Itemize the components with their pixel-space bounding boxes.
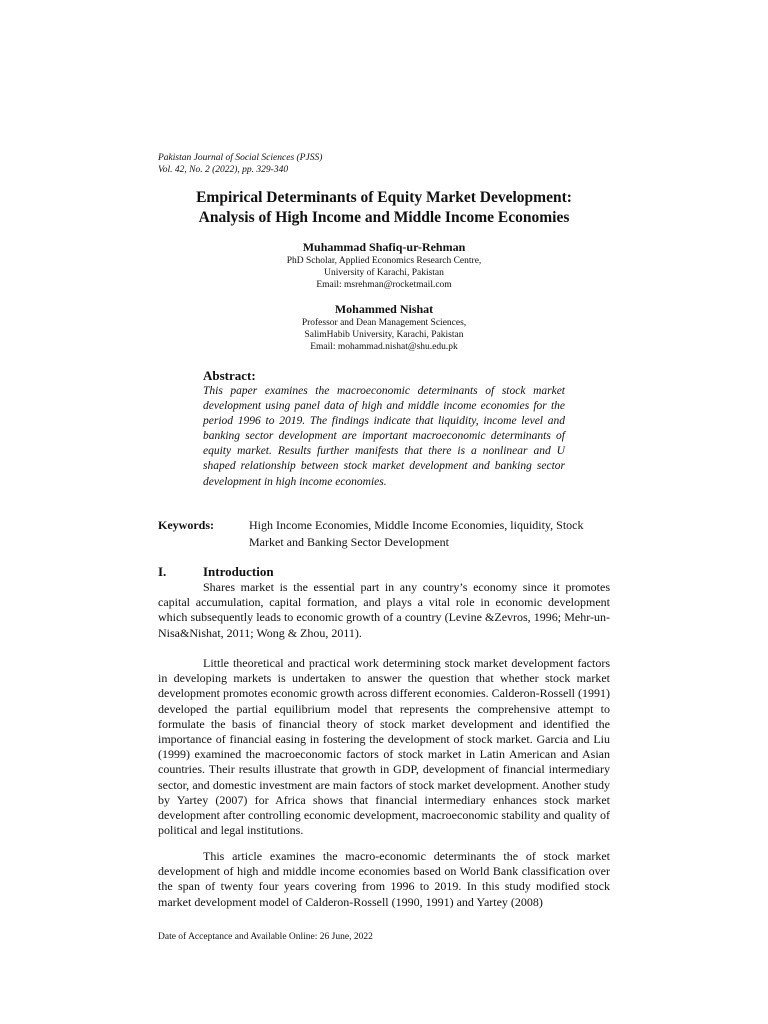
abstract-heading: Abstract: <box>203 368 256 383</box>
journal-volume: Vol. 42, No. 2 (2022), pp. 329-340 <box>158 165 289 175</box>
paper-title <box>120 188 648 228</box>
keywords-text: High Income Economies, Middle Income Economies, liquidity, Stock Market and Banking Sector Development <box>249 518 584 549</box>
body-paragraph: Shares market is the essential part in any country’s economy since it promotes capital accumulation, capital formation, and plays a vital role in economic development which subsequently leads to economic growth of a country (Levine &Zevros, 1996; Mehr-un-Nisa&Nishat, 2011; Wong & Zhou, 2011). <box>158 580 610 640</box>
body-paragraph: Little theoretical and practical work determining stock market development factors in developing markets is undertaken to answer the question that whether stock market development promotes economic growth across different economies. Calderon-Rossell (1991) developed the partial equilibrium model that represents the comprehensive attempt to formulate the basis of financial theory of stock market development and identified the importance of financial easing in fostering the development of stock market. Garcia and Liu (1999) examined the macroeconomic factors of stock market in Latin American and Asian countries. Their results illustrate that growth in GDP, development of financial intermediary sector, and domestic investment are main factors of stock market development. Another study by Yartey (2007) for Africa shows that financial intermediary enhances stock market development after controlling economic development, macroeconomic stability and quality of political and legal institutions. <box>158 656 610 838</box>
author-block-1 <box>170 240 598 291</box>
body-paragraph: This article examines the macro-economic determinants the of stock market development of high and middle income economies based on World Bank classification over the span of twenty four years covering from 1996 to 2019. In this study modified stock market development model of Calderon-Rossell (1990, 1991) and Yartey (2008) <box>158 849 610 909</box>
abstract <box>203 368 565 490</box>
section-title: Introduction <box>203 564 274 579</box>
author-affiliation: PhD Scholar, Applied Economics Research Centre, <box>286 256 482 266</box>
abstract-text: This paper examines the macroeconomic determinants of stock market development using panel data of high and middle income economies for the period 1996 to 2019. The findings indicate that liquidity, income level and banking sector development are important macroeconomic determinants of equity market. Results further manifests that there is a nonlinear and U shaped relationship between stock market development and banking sector development in high income economies. <box>203 385 565 488</box>
journal-header <box>158 152 322 176</box>
author-email: Email: msrehman@rocketmail.com <box>316 280 452 290</box>
keywords-label: Keywords: <box>158 518 214 532</box>
journal-name: Pakistan Journal of Social Sciences (PJSS) <box>158 153 323 163</box>
title-line-1: Empirical Determinants of Equity Market Development: <box>196 189 572 206</box>
author-affiliation: University of Karachi, Pakistan <box>324 268 444 278</box>
author-email: Email: mohammad.nishat@shu.edu.pk <box>310 342 458 352</box>
author-name: Muhammad Shafiq-ur-Rehman <box>302 240 466 254</box>
section-number: I. <box>158 564 167 579</box>
author-affiliation: SalimHabib University, Karachi, Pakistan <box>304 330 464 340</box>
footer-note: Date of Acceptance and Available Online: 26 June, 2022 <box>158 932 373 942</box>
author-affiliation: Professor and Dean Management Sciences, <box>301 318 467 328</box>
author-block-2 <box>170 302 598 353</box>
author-name: Mohammed Nishat <box>334 302 434 316</box>
title-line-2: Analysis of High Income and Middle Income Economies <box>198 209 570 226</box>
